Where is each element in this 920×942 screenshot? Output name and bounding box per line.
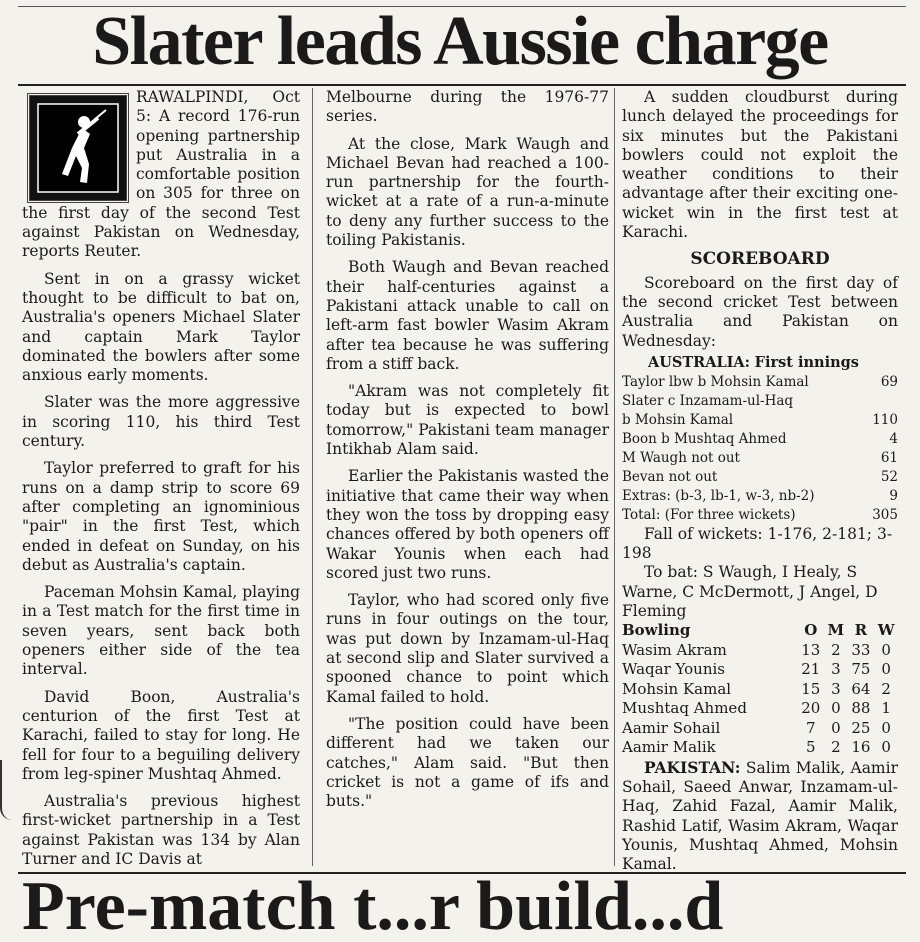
bowling-header-cell: O — [804, 621, 818, 640]
paragraph: Earlier the Pakistanis wasted the initiative that came their way when they won the toss by dropping easy chances offered by both openers off Wakar Younis when each had scored just two runs. — [326, 467, 609, 582]
batsman-runs: 4 — [889, 430, 898, 447]
batting-row — [622, 468, 898, 487]
batting-row — [622, 373, 898, 392]
paragraph: David Boon, Australia's centurion of the first Test at Karachi, failed to stay for long. He fell for four to a beguiling delivery from leg-spiner Mushtaq Ahmed. — [22, 687, 300, 783]
batsman-entry: Boon b Mushtaq Ahmed — [622, 430, 787, 447]
bowling-figure: 2 — [831, 640, 841, 659]
bowling-table — [622, 621, 898, 758]
batsman-runs: 305 — [872, 506, 898, 523]
batting-row — [622, 449, 898, 468]
batting-row — [622, 430, 898, 449]
batting-row — [622, 411, 898, 430]
bowling-figure: 64 — [851, 679, 871, 698]
batsman-entry: Bevan not out — [622, 468, 718, 485]
innings-heading — [622, 353, 898, 373]
bowling-figure: 5 — [806, 738, 816, 757]
bowling-figure: 0 — [881, 660, 891, 679]
batsman-runs: 61 — [880, 449, 898, 466]
batsman-entry: Total: (For three wickets) — [622, 506, 796, 523]
bowling-figure: 25 — [851, 718, 871, 737]
bowling-figure: 7 — [806, 718, 816, 737]
bowling-figure: 0 — [881, 640, 891, 659]
bowler-name: Aamir Sohail — [622, 718, 721, 737]
scoreboard-title: SCOREBOARD — [690, 249, 830, 270]
scoreboard-intro: Scoreboard on the first day of the second cricket Test between Australia and Pakistan on Wednesday: — [622, 273, 898, 350]
bowling-figure: 15 — [801, 679, 821, 698]
batsman-entry: Extras: (b-3, lb-1, w-3, nb-2) — [622, 487, 815, 504]
paragraph: Taylor preferred to graft for his runs on a damp strip to score 69 after completing an ignominious "pair" in the first Test, which ended in defeat on Sunday, on his debut as Australia's captain. — [22, 459, 300, 574]
cricket-batsman-icon — [30, 96, 126, 200]
bowling-figure: 1 — [881, 699, 891, 718]
fall-of-wickets: Fall of wickets: 1-176, 2-181; 3-198 — [622, 524, 893, 563]
bowling-row — [622, 660, 898, 680]
batsman-runs: 9 — [889, 487, 898, 504]
bowler-name: Mushtaq Ahmed — [622, 699, 747, 718]
bowling-row — [622, 719, 898, 739]
bowling-figure: 20 — [801, 699, 821, 718]
to-bat: To bat: S Waugh, I Healy, S Warne, C McDermott, J Angel, D Fleming — [622, 563, 878, 621]
batsman-entry: b Mohsin Kamal — [622, 411, 734, 428]
innings-team: AUSTRALIA: — [648, 353, 751, 371]
article-column-2 — [326, 88, 609, 819]
bowling-figure: 2 — [881, 679, 891, 698]
headline: Slater leads Aussie charge — [92, 3, 828, 80]
paragraph: "Akram was not completely fit today but is expected to bowl tomorrow," Pakistani team manager Intikhab Alam said. — [326, 382, 609, 459]
column-divider — [312, 88, 313, 866]
batsman-runs: 52 — [880, 468, 898, 485]
paragraph: Melbourne during the 1976-77 series. — [326, 88, 609, 126]
paragraph: A sudden cloudburst during lunch delayed the proceedings for six minutes but the Pakistani bowlers could not exploit the weather conditions to their advantage after their exciting one-wicket win in the first test at Karachi. — [622, 88, 898, 242]
bowler-name: Aamir Malik — [622, 738, 716, 757]
bowling-figure: 75 — [851, 660, 871, 679]
bowling-figure: 21 — [801, 660, 821, 679]
batting-row — [622, 392, 898, 411]
batsman-runs: 69 — [880, 373, 898, 390]
column-divider — [614, 88, 615, 866]
bowling-figure: 2 — [831, 738, 841, 757]
batsman-entry: Taylor lbw b Mohsin Kamal — [622, 373, 809, 390]
bowling-row — [622, 738, 898, 758]
bowling-figure: 16 — [851, 738, 871, 757]
pakistan-label: PAKISTAN: — [644, 757, 741, 777]
bowling-header-cell: R — [854, 621, 868, 640]
batsman-runs: 110 — [872, 411, 898, 428]
bowler-name: Waqar Younis — [622, 660, 725, 679]
bowling-figure: 33 — [851, 640, 871, 659]
bowling-figure: 0 — [881, 718, 891, 737]
paragraph: Paceman Mohsin Kamal, playing in a Test match for the first time in seven years, sent back both openers either side of the tea interval. — [22, 583, 300, 679]
paragraph: RAWALPINDI, Oct 5: A record 176-run opening partnership put Australia in a comfortable position on 305 for three on the first day of the second Test against Pakistan on Wednesday, reports Reuter. — [22, 88, 300, 261]
batting-row — [622, 487, 898, 506]
bowling-header — [622, 621, 898, 641]
bowling-header-cell: W — [877, 621, 895, 640]
next-headline: Pre-match t...r build...d — [22, 872, 724, 942]
paragraph: Sent in on a grassy wicket thought to be difficult to bat on, Australia's openers Michael Slater and captain Mark Taylor dominated the bowlers after some anxious early moments. — [22, 269, 300, 385]
paragraph: Australia's previous highest first-wicket partnership in a Test against Pakistan was 134 by Alan Turner and IC Davis at — [22, 792, 300, 868]
page-fold-mark — [0, 760, 12, 820]
paragraph: Both Waugh and Bevan reached their half-centuries against a Pakistani attack unable to call on left-arm fast bowler Wasim Akram after tea because he was suffering from a stiff back. — [326, 258, 609, 373]
bowling-figure: 3 — [831, 660, 841, 679]
paragraph: At the close, Mark Waugh and Michael Bevan had reached a 100-run partnership for the fourth-wicket at a rate of a run-a-minute to deny any further success to the toiling Pakistanis. — [326, 134, 609, 250]
batsman-entry: M Waugh not out — [622, 449, 740, 466]
batting-row — [622, 506, 898, 525]
paragraph: Taylor, who had scored only five runs in four outings on the tour, was put down by Inzamam-ul-Haq at second slip and Slater survived a spooned chance to point which Kamal failed to hold. — [326, 591, 609, 706]
bowling-figure: 0 — [881, 738, 891, 757]
bowling-row — [622, 641, 898, 661]
article-column-3 — [622, 88, 898, 875]
bowling-figure: 13 — [801, 640, 821, 659]
bowling-row — [622, 699, 898, 719]
batting-list — [622, 373, 898, 525]
innings-label: First innings — [754, 353, 859, 371]
paragraph: "The position could have been different had we taken our catches," Alam said. "But then cricket is not a game of ifs and buts." — [326, 714, 609, 811]
bowling-row — [622, 680, 898, 700]
headline-rule — [18, 84, 906, 86]
bowling-header-cell: Bowling — [622, 621, 691, 640]
bowling-figure: 3 — [831, 679, 841, 698]
paragraph: Slater was the more aggressive in scoring 110, his third Test century. — [22, 393, 300, 451]
bowling-figure: 0 — [831, 699, 841, 718]
bowler-name: Mohsin Kamal — [622, 679, 732, 698]
batsman-entry: Slater c Inzamam-ul-Haq — [622, 392, 794, 409]
bowling-figure: 88 — [851, 699, 871, 718]
article-column-1 — [22, 88, 300, 877]
pakistan-players: Salim Malik, Aamir Sohail, Saeed Anwar, Inzamam-ul-Haq, Zahid Fazal, Aamir Malik, Rashid Latif, Wasim Akram, Waqar Younis, Mushtaq Ahmed, Mohsin Kamal. — [622, 758, 898, 874]
pakistan-team — [622, 758, 898, 875]
bowler-name: Wasim Akram — [622, 640, 727, 659]
bowling-figure: 0 — [831, 718, 841, 737]
bowling-header-cell: M — [827, 621, 845, 640]
